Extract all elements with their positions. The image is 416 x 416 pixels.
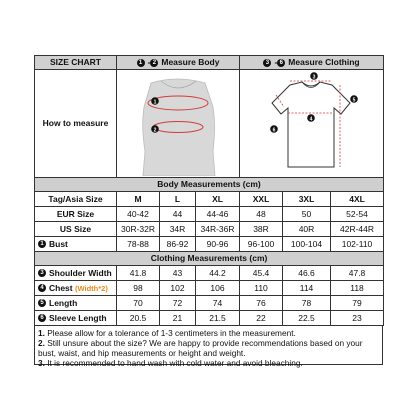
table-cell: 98: [117, 281, 160, 296]
table-cell: 42R-44R: [331, 222, 384, 237]
size-columns-row: [35, 192, 384, 207]
table-cell: 48: [240, 207, 283, 222]
table-cell: 74: [196, 296, 240, 311]
table-cell: 40-42: [117, 207, 160, 222]
svg-text:5: 5: [352, 97, 356, 104]
table-cell: 38R: [240, 222, 283, 237]
column-header: 4XL: [331, 192, 384, 207]
step-badge: 2: [150, 59, 158, 67]
size-chart-title: SIZE CHART: [35, 56, 117, 70]
column-header: L: [160, 192, 196, 207]
table-row: [35, 237, 384, 252]
notes-box: [34, 326, 383, 368]
column-header: 3XL: [283, 192, 331, 207]
table-cell: 21: [160, 311, 196, 326]
chart-header-row: [35, 56, 384, 70]
table-cell: 22: [240, 311, 283, 326]
column-header: XXL: [240, 192, 283, 207]
tshirt-icon: [240, 71, 382, 176]
row-label: 4 Chest (Width*2): [35, 281, 117, 296]
table-row: [35, 296, 384, 311]
table-row: [35, 311, 384, 326]
table-row: [35, 266, 384, 281]
row-label: 6 Sleeve Length: [35, 311, 117, 326]
svg-text:1: 1: [153, 99, 157, 106]
table-cell: 21.5: [196, 311, 240, 326]
table-cell: 114: [283, 281, 331, 296]
how-to-measure-label: How to measure: [35, 70, 117, 178]
table-cell: 44.2: [196, 266, 240, 281]
table-cell: 90-96: [196, 237, 240, 252]
table-cell: 45.4: [240, 266, 283, 281]
svg-text:3: 3: [312, 74, 316, 81]
table-cell: 96-100: [240, 237, 283, 252]
svg-text:2: 2: [153, 127, 157, 134]
table-cell: 100-104: [283, 237, 331, 252]
column-header: M: [117, 192, 160, 207]
column-header: Tag/Asia Size: [35, 192, 117, 207]
body-figure-icon: [117, 71, 240, 176]
step-badge: 6: [277, 59, 285, 67]
step-badge: 1: [137, 59, 145, 67]
table-cell: 52-54: [331, 207, 384, 222]
step-badge: 5: [38, 299, 46, 307]
table-cell: 118: [331, 281, 384, 296]
table-cell: 30R-32R: [117, 222, 160, 237]
table-cell: 86-92: [160, 237, 196, 252]
step-badge: 3: [38, 269, 46, 277]
measure-clothing-header: 3 - 6 Measure Clothing: [240, 56, 384, 70]
step-badge: 3: [263, 59, 271, 67]
svg-text:6: 6: [272, 127, 276, 134]
row-label: US Size: [35, 222, 117, 237]
column-header: XL: [196, 192, 240, 207]
table-cell: 44-46: [196, 207, 240, 222]
table-cell: 34R: [160, 222, 196, 237]
svg-text:4: 4: [309, 116, 313, 123]
size-chart-table: [34, 55, 384, 326]
body-measurements-title-row: [35, 178, 384, 192]
measure-body-header: 1 - 2 Measure Body: [117, 56, 240, 70]
step-badge: 6: [38, 314, 46, 322]
table-cell: 43: [160, 266, 196, 281]
measure-guide-row: [35, 70, 384, 178]
table-cell: 78-88: [117, 237, 160, 252]
table-cell: 79: [331, 296, 384, 311]
table-cell: 41.8: [117, 266, 160, 281]
table-cell: 47.8: [331, 266, 384, 281]
table-row: [35, 222, 384, 237]
table-row: [35, 207, 384, 222]
table-cell: 102: [160, 281, 196, 296]
note-item: 2. Still unsure about the size? We are happy to provide recommendations based on your bust, waist, and hip measurements or height and weight.: [38, 338, 363, 358]
table-cell: 78: [283, 296, 331, 311]
width-note: (Width*2): [75, 283, 108, 293]
body-figure-cell: [117, 70, 240, 178]
table-cell: 44: [160, 207, 196, 222]
step-badge: 1: [38, 240, 46, 248]
row-label: 3 Shoulder Width: [35, 266, 117, 281]
table-cell: 40R: [283, 222, 331, 237]
tshirt-figure-cell: [240, 70, 384, 178]
step-badge: 4: [38, 284, 46, 292]
table-cell: 106: [196, 281, 240, 296]
table-cell: 22.5: [283, 311, 331, 326]
body-measurements-title: Body Measurements (cm): [35, 178, 384, 192]
clothing-measurements-title: Clothing Measurements (cm): [35, 252, 384, 266]
table-cell: 110: [240, 281, 283, 296]
table-cell: 76: [240, 296, 283, 311]
size-chart: [34, 55, 383, 368]
row-label: 1 Bust: [35, 237, 117, 252]
table-cell: 46.6: [283, 266, 331, 281]
note-item: 1. Please allow for a tolerance of 1-3 centimeters in the measurement.: [38, 328, 296, 338]
table-cell: 34R-36R: [196, 222, 240, 237]
table-cell: 70: [117, 296, 160, 311]
row-label: EUR Size: [35, 207, 117, 222]
table-cell: 72: [160, 296, 196, 311]
note-item: 3. It is recommended to hand wash with cold water and avoid bleaching.: [38, 358, 303, 368]
table-cell: 23: [331, 311, 384, 326]
row-label: 5 Length: [35, 296, 117, 311]
table-cell: 50: [283, 207, 331, 222]
table-row: [35, 281, 384, 296]
clothing-measurements-title-row: [35, 252, 384, 266]
table-cell: 20.5: [117, 311, 160, 326]
table-cell: 102-110: [331, 237, 384, 252]
